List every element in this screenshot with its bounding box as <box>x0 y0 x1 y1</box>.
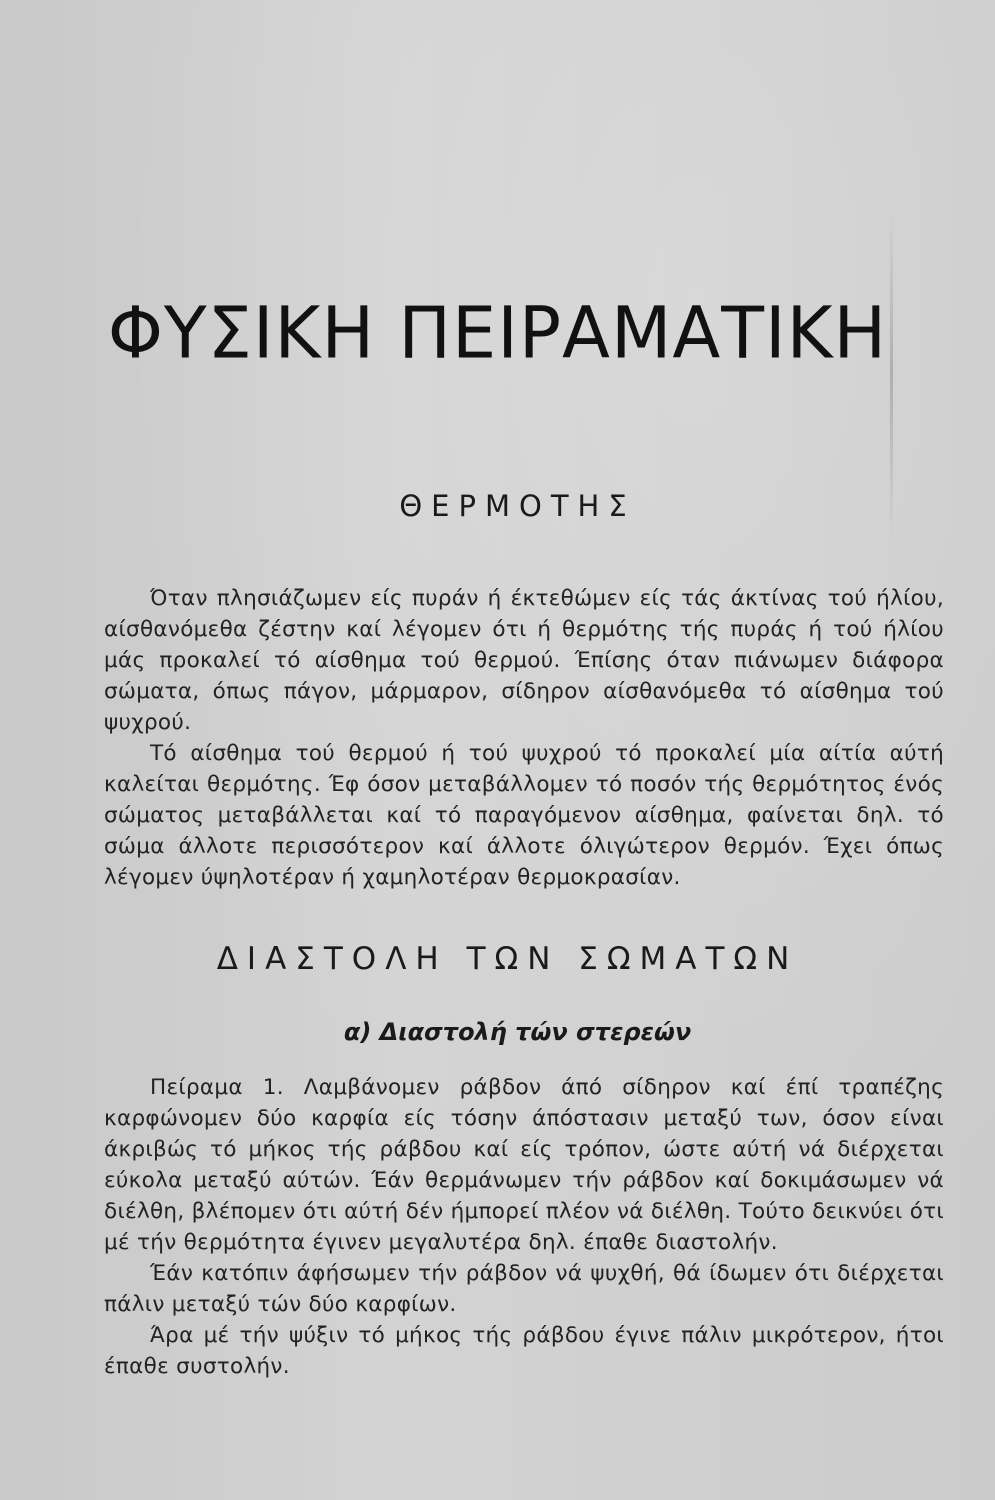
paragraph: Έάν κατόπιν άφήσωμεν τήν ράβδον νά ψυχθή, θά ίδωμεν ότι διέρχεται πάλιν μεταξύ τών δύο καρφίων. <box>104 1261 944 1317</box>
paragraph: Πείραμα 1. Λαμβάνομεν ράβδον άπό σίδηρον καί έπί τραπέζης καρφώνομεν δύο καρφία είς τόσην άπόστασιν μεταξύ των, όσον είναι άκριβώς τό μήκος τής ράβδου καί είς τρόπον, ώστε αύτή νά διέρχεται εύκολα μεταξύ αύτών. Έάν θερμάνωμεν τήν ράβδον καί δοκιμάσωμεν νά διέλθη, βλέπομεν ότι αύτή δέν ήμπορεί πλέον νά διέλθη. Τούτο δεικνύει ότι μέ τήν θερμότητα έγινεν μεγαλυτέρα δηλ. έπαθε διαστολήν. <box>104 1075 944 1255</box>
page-crease <box>890 210 893 540</box>
paragraph: Άρα μέ τήν ψύξιν τό μήκος τής ράβδου έγινε πάλιν μικρότερον, ήτοι έπαθε συστολήν. <box>104 1323 944 1379</box>
main-title: ΦΥΣΙΚΗ ΠΕΙΡΑΜΑΤΙΚΗ <box>107 291 888 375</box>
section-heading-heat: ΘΕΡΜΟΤΗΣ <box>399 489 636 523</box>
paragraph: Τό αίσθημα τού θερμού ή τού ψυχρού τό προκαλεί μία αίτία αύτή καλείται θερμότης. Έφ όσον μεταβάλλομεν τό ποσόν τής θερμότητος ένός σώματος μεταβάλλεται καί τό παραγόμενον αίσθημα, φαίνεται δηλ. τό σώμα άλλοτε περισσότερον καί άλλοτε όλιγώτερον θερμόν. Έχει όπως λέγομεν ύψηλοτέραν ή χαμηλοτέραν θερμοκρασίαν. <box>104 741 944 890</box>
subsection-heading-solids: α) Διαστολή τών στερεών <box>343 1018 692 1046</box>
experiment-text-block <box>104 1072 944 1382</box>
heat-text-block <box>104 583 944 893</box>
paragraph: Όταν πλησιάζωμεν είς πυράν ή έκτεθώμεν είς τάς άκτίνας τού ήλίου, αίσθανόμεθα ζέστην καί λέγομεν ότι ή θερμότης τής πυράς ή τού ήλίου μάς προκαλεί τό αίσθημα τού θερμού. Έπίσης όταν πιάνωμεν διάφορα σώματα, όπως πάγον, μάρμαρον, σίδηρον αίσθανόμεθα τό αίσθημα τού ψυχρού. <box>104 586 944 735</box>
section-heading-expansion: ΔΙΑΣΤΟΛΗ ΤΩΝ ΣΩΜΑΤΩΝ <box>216 941 799 977</box>
